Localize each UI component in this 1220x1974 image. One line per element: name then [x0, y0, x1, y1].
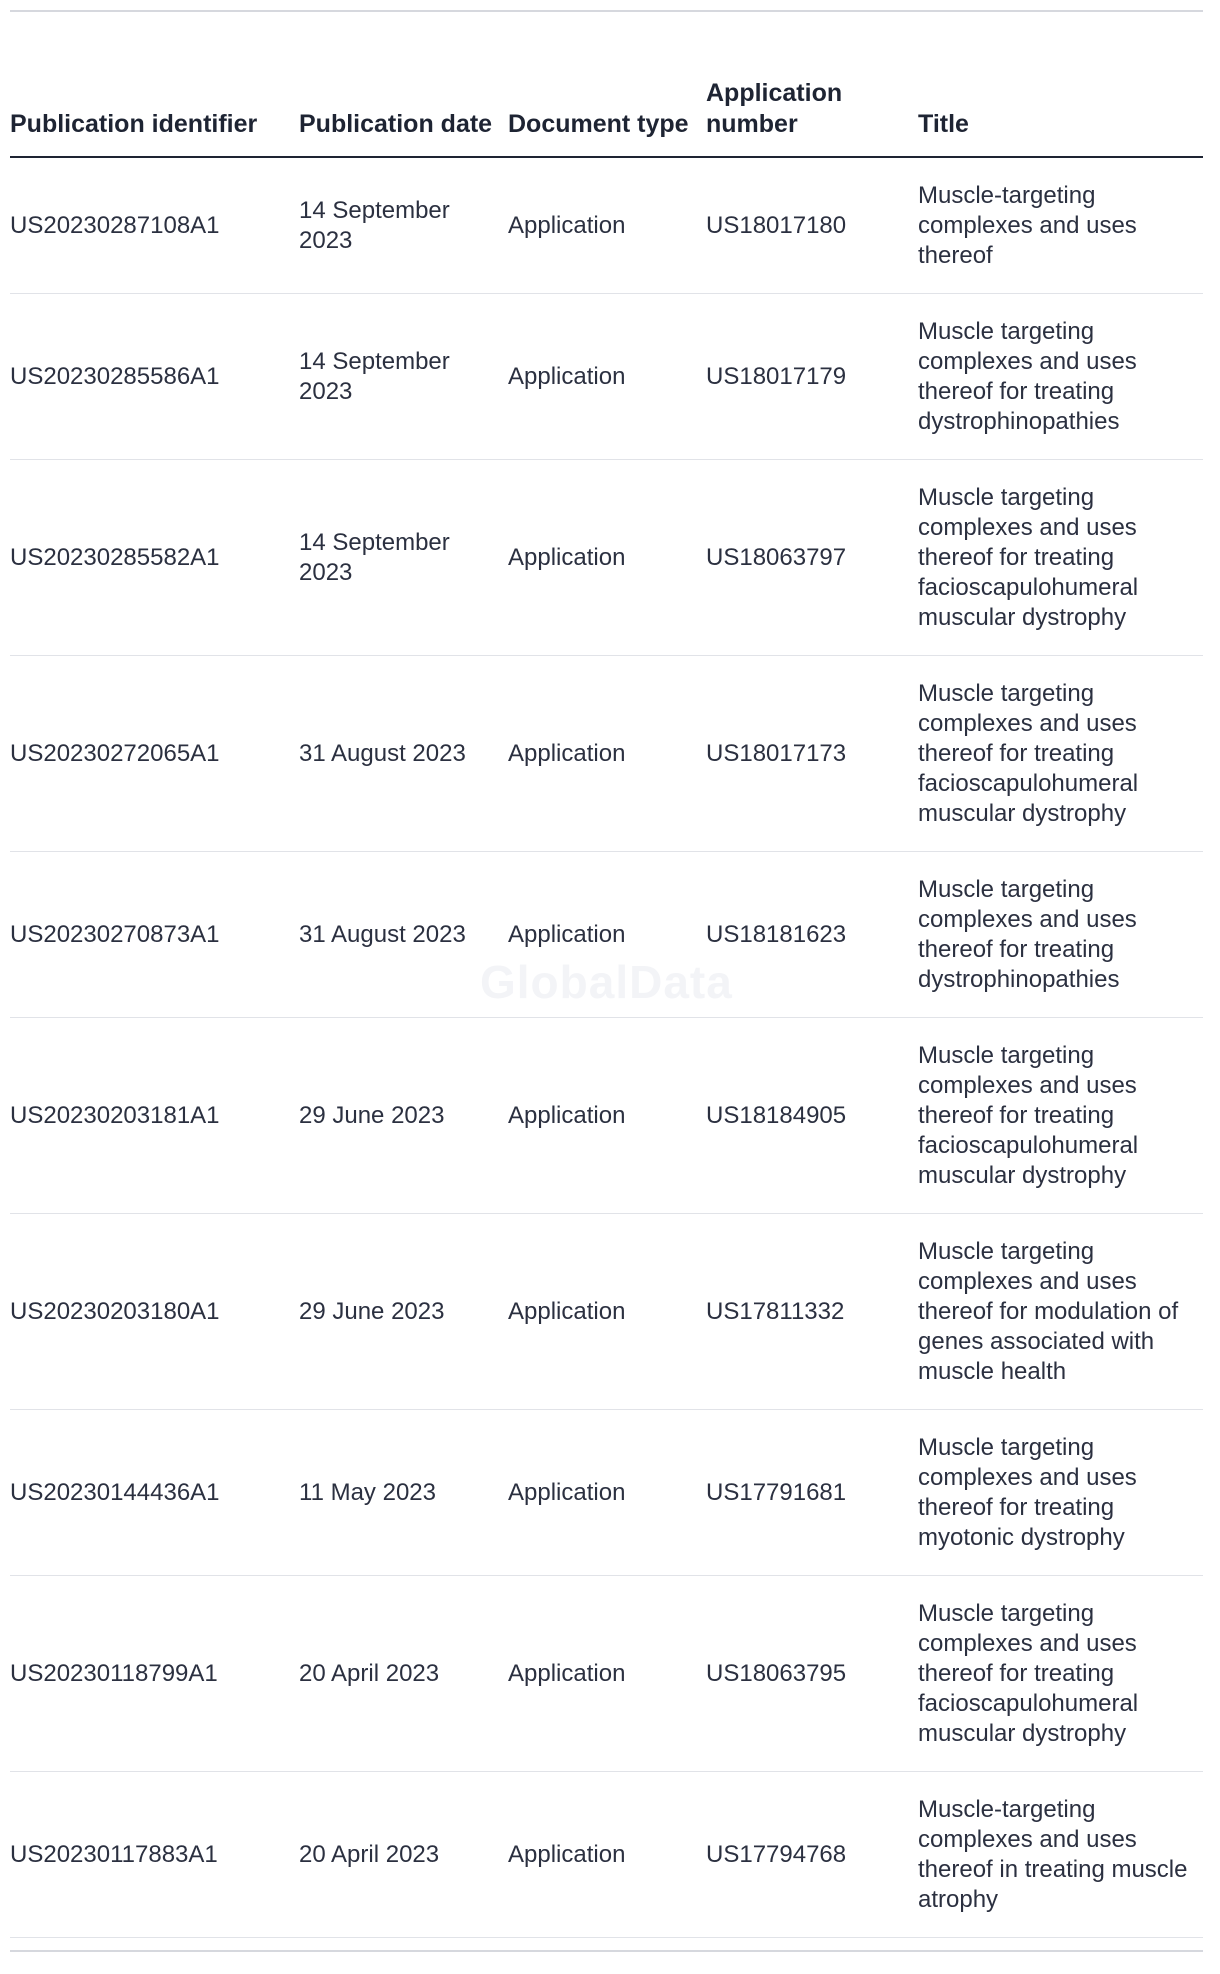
cell-document-type: Application	[508, 294, 706, 460]
table-row	[10, 460, 1203, 656]
cell-application-number: US17811332	[706, 1214, 918, 1410]
bottom-divider	[10, 1950, 1203, 1952]
cell-application-number: US18063795	[706, 1576, 918, 1772]
cell-application-number: US18017173	[706, 656, 918, 852]
cell-title: Muscle targeting complexes and uses thereof for modulation of genes associated with muscle health	[918, 1214, 1203, 1410]
cell-title: Muscle-targeting complexes and uses thereof	[918, 157, 1203, 294]
cell-document-type: Application	[508, 852, 706, 1018]
header-publication-date: Publication date	[299, 78, 508, 157]
cell-publication-date: 20 April 2023	[299, 1772, 508, 1938]
cell-title: Muscle targeting complexes and uses thereof for treating facioscapulohumeral muscular dystrophy	[918, 460, 1203, 656]
cell-document-type: Application	[508, 460, 706, 656]
header-title: Title	[918, 78, 1203, 157]
cell-publication-identifier: US20230117883A1	[10, 1772, 299, 1938]
cell-application-number: US18017179	[706, 294, 918, 460]
cell-application-number: US18017180	[706, 157, 918, 294]
cell-title: Muscle targeting complexes and uses thereof for treating dystrophinopathies	[918, 852, 1203, 1018]
top-divider	[10, 10, 1203, 12]
watermark: GlobalData	[480, 956, 733, 1008]
table-row	[10, 294, 1203, 460]
table-body	[10, 157, 1203, 1938]
patent-publications-table	[10, 78, 1203, 1938]
table-row	[10, 656, 1203, 852]
cell-application-number: US18184905	[706, 1018, 918, 1214]
cell-title: Muscle targeting complexes and uses thereof for treating myotonic dystrophy	[918, 1410, 1203, 1576]
table-row	[10, 1018, 1203, 1214]
header-application-number: Application number	[706, 78, 918, 157]
header-row	[10, 78, 1203, 157]
cell-title: Muscle targeting complexes and uses thereof for treating dystrophinopathies	[918, 294, 1203, 460]
cell-application-number: US18063797	[706, 460, 918, 656]
cell-publication-date: 20 April 2023	[299, 1576, 508, 1772]
table-header	[10, 78, 1203, 157]
cell-publication-identifier: US20230203180A1	[10, 1214, 299, 1410]
cell-document-type: Application	[508, 656, 706, 852]
cell-title: Muscle targeting complexes and uses thereof for treating facioscapulohumeral muscular dystrophy	[918, 656, 1203, 852]
cell-title: Muscle-targeting complexes and uses thereof in treating muscle atrophy	[918, 1772, 1203, 1938]
cell-document-type: Application	[508, 1772, 706, 1938]
cell-publication-identifier: US20230270873A1	[10, 852, 299, 1018]
cell-publication-date: 29 June 2023	[299, 1214, 508, 1410]
cell-publication-date: 31 August 2023	[299, 852, 508, 1018]
header-publication-identifier: Publication identifier	[10, 78, 299, 157]
table-row	[10, 1410, 1203, 1576]
cell-title: Muscle targeting complexes and uses thereof for treating facioscapulohumeral muscular dystrophy	[918, 1018, 1203, 1214]
cell-document-type: Application	[508, 1576, 706, 1772]
cell-publication-identifier: US20230287108A1	[10, 157, 299, 294]
cell-document-type: Application	[508, 1214, 706, 1410]
cell-publication-identifier: US20230285586A1	[10, 294, 299, 460]
cell-publication-date: 29 June 2023	[299, 1018, 508, 1214]
cell-title: Muscle targeting complexes and uses thereof for treating facioscapulohumeral muscular dystrophy	[918, 1576, 1203, 1772]
table-row	[10, 1772, 1203, 1938]
cell-publication-identifier: US20230118799A1	[10, 1576, 299, 1772]
cell-publication-identifier: US20230285582A1	[10, 460, 299, 656]
cell-application-number: US17794768	[706, 1772, 918, 1938]
cell-document-type: Application	[508, 1410, 706, 1576]
cell-application-number: US18181623	[706, 852, 918, 1018]
cell-document-type: Application	[508, 157, 706, 294]
cell-application-number: US17791681	[706, 1410, 918, 1576]
cell-publication-date: 31 August 2023	[299, 656, 508, 852]
cell-publication-identifier: US20230144436A1	[10, 1410, 299, 1576]
table-row	[10, 852, 1203, 1018]
table-row	[10, 1214, 1203, 1410]
cell-publication-date: 14 September 2023	[299, 294, 508, 460]
cell-publication-date: 14 September 2023	[299, 157, 508, 294]
cell-publication-date: 14 September 2023	[299, 460, 508, 656]
cell-document-type: Application	[508, 1018, 706, 1214]
cell-publication-identifier: US20230272065A1	[10, 656, 299, 852]
table-row	[10, 1576, 1203, 1772]
cell-publication-identifier: US20230203181A1	[10, 1018, 299, 1214]
table-row	[10, 157, 1203, 294]
header-document-type: Document type	[508, 78, 706, 157]
cell-publication-date: 11 May 2023	[299, 1410, 508, 1576]
